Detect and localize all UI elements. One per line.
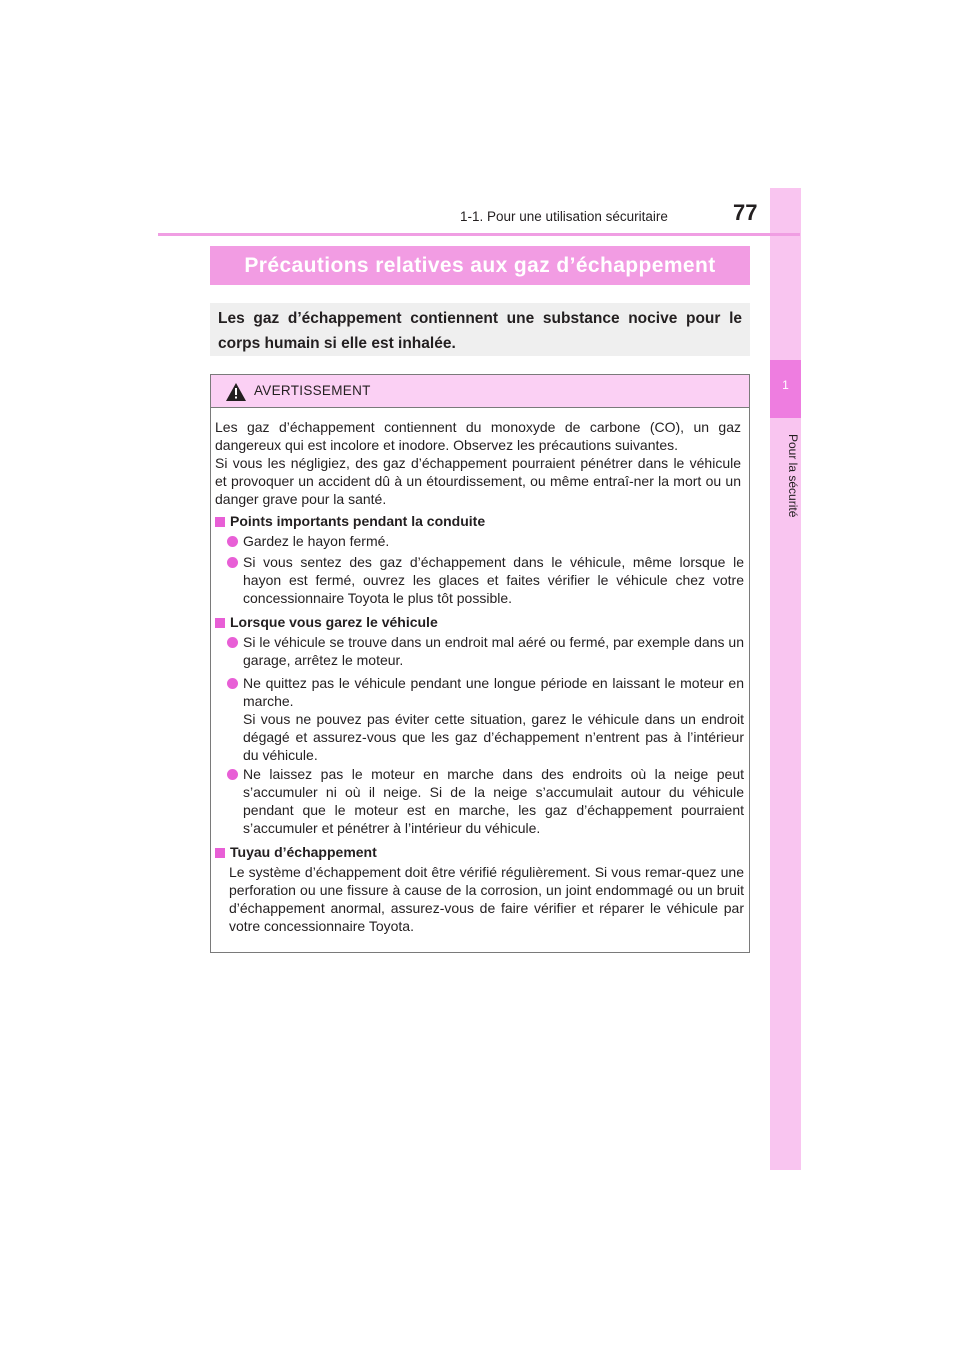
round-bullet-icon — [227, 637, 238, 648]
intro-text: Les gaz d’échappement contiennent une substance nocive pour le corps humain si elle est inhalée. — [218, 310, 742, 352]
page-number: 77 — [733, 200, 758, 225]
warning-triangle-icon — [226, 383, 246, 401]
header-divider — [158, 233, 800, 236]
section-heading-parking: Lorsque vous garez le véhicule — [230, 614, 438, 630]
round-bullet-icon — [227, 536, 238, 547]
bullet-item: Ne laissez pas le moteur en marche dans des endroits où la neige peut s’accumuler ni où il neige. Si de la neige s’accumulait autour du véhicule pendant que le moteur est en marche, les gaz d’échappement pourraient s’accumuler et pénétrer à l’intérieur du véhicule. — [243, 766, 744, 836]
warning-label: AVERTISSEMENT — [254, 383, 371, 398]
warning-paragraph-2: Si vous les négligiez, des gaz d’échappement pourraient pénétrer dans le véhicule et provoquer un accident dû à un étourdissement, ou même entraî-ner la mort ou un danger grave pour la santé. — [215, 455, 741, 507]
section-heading-exhaust-pipe: Tuyau d’échappement — [230, 844, 377, 860]
square-bullet-icon — [215, 618, 225, 628]
square-bullet-icon — [215, 848, 225, 858]
square-bullet-icon — [215, 517, 225, 527]
warning-header — [211, 375, 749, 408]
bullet-item: Ne quittez pas le véhicule pendant une longue période en laissant le moteur en marche. — [243, 675, 744, 709]
round-bullet-icon — [227, 678, 238, 689]
warning-box — [210, 374, 750, 953]
section-breadcrumb: 1-1. Pour une utilisation sécuritaire — [460, 209, 668, 224]
bullet-item: Si le véhicule se trouve dans un endroit mal aéré ou fermé, par exemple dans un garage, arrêtez le moteur. — [243, 634, 744, 668]
section-heading-driving: Points importants pendant la conduite — [230, 513, 486, 529]
bullet-item-continued: Si vous ne pouvez pas éviter cette situation, garez le véhicule dans un endroit dégagé et assurez-vous que les gaz d’échappement n’entrent pas à l’intérieur du véhicule. — [243, 711, 744, 763]
page-title: Précautions relatives aux gaz d’échappement — [210, 246, 750, 285]
exhaust-pipe-text: Le système d’échappement doit être vérifié régulièrement. Si vous remar-quez une perforation ou une fissure à cause de la corrosion, un joint endommagé ou un bruit d’échappement anormal, assurez-vous de faire vérifier et réparer le véhicule par votre concessionnaire Toyota. — [229, 864, 744, 934]
side-tab-strip — [770, 188, 801, 1170]
round-bullet-icon — [227, 769, 238, 780]
chapter-title-tab: Pour la sécurité — [786, 434, 800, 518]
bullet-item: Gardez le hayon fermé. — [243, 533, 390, 549]
round-bullet-icon — [227, 557, 238, 568]
warning-paragraph-1: Les gaz d’échappement contiennent du monoxyde de carbone (CO), un gaz dangereux qui est incolore et inodore. Observez les précautions suivantes. — [215, 419, 741, 453]
chapter-number-tab: 1 — [770, 360, 801, 418]
bullet-item: Si vous sentez des gaz d’échappement dans le véhicule, même lorsque le hayon est fermé, ouvrez les glaces et faites vérifier le véhicule chez votre concessionnaire Toyota le plus tôt possible. — [243, 554, 744, 606]
